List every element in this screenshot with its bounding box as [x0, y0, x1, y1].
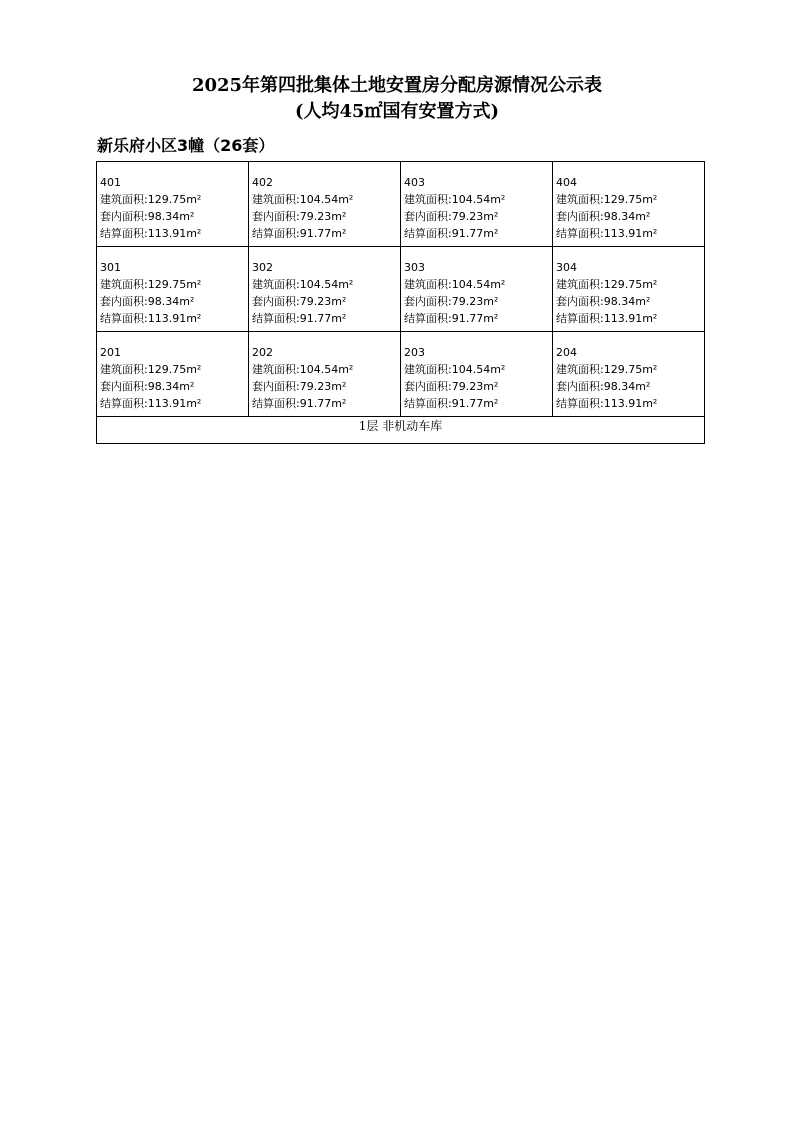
unit-cell — [553, 247, 705, 332]
room-number: 301 — [100, 261, 121, 274]
building-area: 建筑面积:129.75m² — [556, 363, 658, 376]
settlement-area: 结算面积:91.77m² — [404, 312, 499, 325]
inner-area: 套内面积:79.23m² — [404, 295, 499, 308]
unit-cell — [97, 247, 249, 332]
unit-cell — [249, 332, 401, 417]
building-area: 建筑面积:129.75m² — [100, 193, 202, 206]
settlement-area: 结算面积:113.91m² — [556, 227, 658, 240]
building-area: 建筑面积:104.54m² — [252, 193, 354, 206]
building-section-title: 新乐府小区3幢（26套） — [97, 136, 275, 155]
unit-cell — [97, 332, 249, 417]
inner-area: 套内面积:79.23m² — [404, 210, 499, 223]
document-title: 2025年第四批集体土地安置房分配房源情况公示表 — [191, 75, 603, 96]
room-number: 204 — [556, 346, 577, 359]
room-number: 404 — [556, 176, 577, 189]
room-number: 302 — [252, 261, 273, 274]
inner-area: 套内面积:98.34m² — [556, 210, 651, 223]
building-area: 建筑面积:104.54m² — [404, 363, 506, 376]
building-area: 建筑面积:104.54m² — [252, 278, 354, 291]
ground-floor-label: 1层 非机动车库 — [97, 417, 705, 444]
room-number: 203 — [404, 346, 425, 359]
settlement-area: 结算面积:113.91m² — [556, 312, 658, 325]
building-area: 建筑面积:104.54m² — [404, 278, 506, 291]
unit-cell — [97, 162, 249, 247]
table-row — [97, 162, 705, 247]
room-number: 202 — [252, 346, 273, 359]
unit-cell — [553, 332, 705, 417]
settlement-area: 结算面积:113.91m² — [100, 227, 202, 240]
room-number: 201 — [100, 346, 121, 359]
unit-cell — [249, 162, 401, 247]
settlement-area: 结算面积:113.91m² — [100, 397, 202, 410]
room-number: 403 — [404, 176, 425, 189]
building-area: 建筑面积:104.54m² — [404, 193, 506, 206]
unit-cell — [249, 247, 401, 332]
inner-area: 套内面积:98.34m² — [556, 295, 651, 308]
inner-area: 套内面积:79.23m² — [252, 210, 347, 223]
document-subtitle: (人均45㎡国有安置方式) — [294, 101, 500, 122]
room-number: 303 — [404, 261, 425, 274]
building-area: 建筑面积:129.75m² — [556, 193, 658, 206]
inner-area: 套内面积:98.34m² — [100, 210, 195, 223]
unit-allocation-table — [96, 161, 705, 444]
room-number: 401 — [100, 176, 121, 189]
building-area: 建筑面积:129.75m² — [100, 278, 202, 291]
inner-area: 套内面积:79.23m² — [404, 380, 499, 393]
unit-cell — [401, 332, 553, 417]
inner-area: 套内面积:79.23m² — [252, 295, 347, 308]
room-number: 304 — [556, 261, 577, 274]
settlement-area: 结算面积:113.91m² — [100, 312, 202, 325]
settlement-area: 结算面积:91.77m² — [252, 312, 347, 325]
settlement-area: 结算面积:113.91m² — [556, 397, 658, 410]
unit-cell — [401, 247, 553, 332]
inner-area: 套内面积:98.34m² — [100, 380, 195, 393]
table-row — [97, 417, 705, 444]
building-area: 建筑面积:129.75m² — [100, 363, 202, 376]
inner-area: 套内面积:98.34m² — [100, 295, 195, 308]
building-area: 建筑面积:104.54m² — [252, 363, 354, 376]
inner-area: 套内面积:79.23m² — [252, 380, 347, 393]
unit-cell — [553, 162, 705, 247]
unit-cell — [401, 162, 553, 247]
settlement-area: 结算面积:91.77m² — [404, 397, 499, 410]
building-area: 建筑面积:129.75m² — [556, 278, 658, 291]
settlement-area: 结算面积:91.77m² — [252, 397, 347, 410]
settlement-area: 结算面积:91.77m² — [404, 227, 499, 240]
room-number: 402 — [252, 176, 273, 189]
table-row — [97, 332, 705, 417]
table-row — [97, 247, 705, 332]
settlement-area: 结算面积:91.77m² — [252, 227, 347, 240]
inner-area: 套内面积:98.34m² — [556, 380, 651, 393]
